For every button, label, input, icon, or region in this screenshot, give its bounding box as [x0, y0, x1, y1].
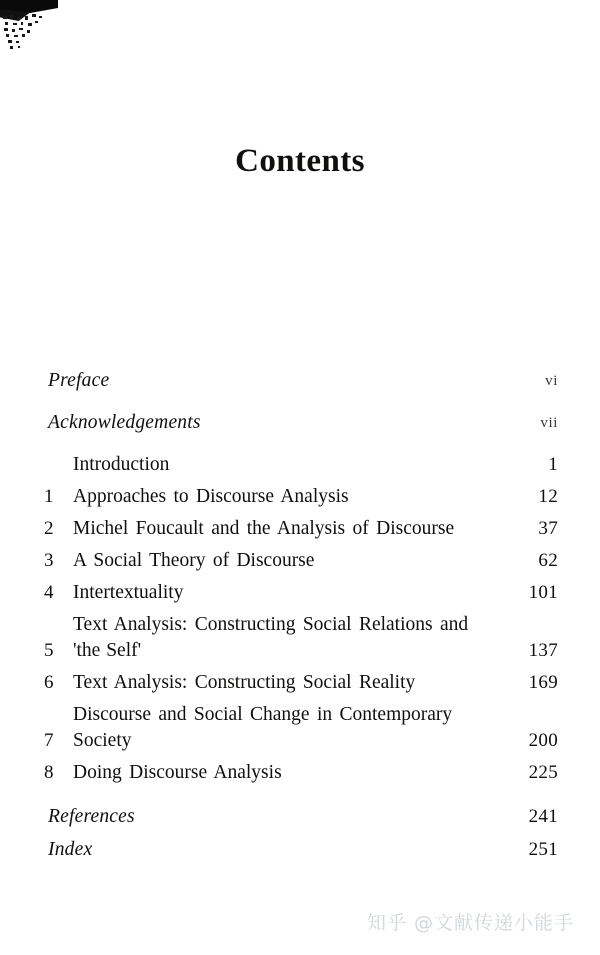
scan-artifact-wedge: [0, 0, 58, 13]
toc-entry-page: 1: [548, 454, 558, 475]
toc-entry-number: 4: [44, 582, 54, 603]
toc-entry-title: Doing Discourse Analysis: [73, 762, 282, 783]
toc-entry-preface[interactable]: [0, 368, 600, 394]
toc-entry-chapter-4[interactable]: [0, 580, 600, 606]
toc-entry-page: 241: [528, 806, 558, 827]
toc-entry-chapter-8[interactable]: [0, 760, 600, 786]
toc-entry-page: 169: [528, 672, 558, 693]
toc-entry-chapter-1[interactable]: [0, 484, 600, 510]
toc-entry-page: 12: [538, 486, 558, 507]
watermark: 知乎 @文献传递小能手: [366, 912, 574, 934]
toc-entry-title: Intertextuality: [73, 582, 184, 603]
toc-entry-page: 200: [528, 730, 558, 751]
table-of-contents: [0, 368, 600, 870]
toc-entry-chapter-6[interactable]: [0, 670, 600, 696]
toc-entry-title: Acknowledgements: [48, 412, 201, 433]
toc-entry-number: 3: [44, 550, 54, 571]
toc-entry-title-line2: 'the Self': [73, 640, 142, 661]
scan-artifact-wedge-secondary: [0, 9, 30, 21]
toc-entry-number: 7: [44, 730, 54, 751]
toc-entry-title: Preface: [48, 370, 110, 391]
toc-entry-title: Michel Foucault and the Analysis of Discourse: [73, 518, 455, 539]
toc-entry-title: References: [48, 806, 135, 827]
toc-entry-title: Introduction: [73, 454, 170, 475]
toc-entry-chapter-2[interactable]: [0, 516, 600, 542]
toc-entry-title: [73, 702, 518, 754]
toc-entry-page: 251: [528, 839, 558, 860]
toc-entry-title: A Social Theory of Discourse: [73, 550, 315, 571]
toc-entry-page: vii: [540, 415, 558, 431]
toc-entry-chapter-5[interactable]: [0, 612, 600, 664]
toc-entry-title: [73, 612, 518, 664]
page-title: Contents: [235, 143, 365, 179]
toc-entry-title-line1: Text Analysis: Constructing Social Relations and: [73, 614, 469, 635]
toc-entry-number: 5: [44, 640, 54, 661]
toc-entry-page: 101: [528, 582, 558, 603]
toc-entry-chapter-7[interactable]: [0, 702, 600, 754]
toc-entry-title: Approaches to Discourse Analysis: [73, 486, 349, 507]
toc-entry-chapter-3[interactable]: [0, 548, 600, 574]
toc-entry-title: Index: [48, 839, 93, 860]
toc-entry-number: 6: [44, 672, 54, 693]
toc-entry-number: 1: [44, 486, 54, 507]
toc-entry-acknowledgements[interactable]: [0, 410, 600, 436]
toc-entry-page: 37: [538, 518, 558, 539]
scan-artifact: [0, 0, 120, 70]
toc-entry-page: 225: [528, 762, 558, 783]
toc-entry-number: 2: [44, 518, 54, 539]
toc-entry-title-line1: Discourse and Social Change in Contemporary: [73, 704, 453, 725]
toc-entry-index[interactable]: [0, 837, 600, 863]
toc-entry-title-line2: Society: [73, 730, 132, 751]
toc-entry-references[interactable]: [0, 804, 600, 830]
toc-entry-title: Text Analysis: Constructing Social Reality: [73, 672, 416, 693]
toc-entry-number: 8: [44, 762, 54, 783]
toc-entry-introduction[interactable]: [0, 452, 600, 478]
toc-entry-page: 62: [538, 550, 558, 571]
toc-entry-page: 137: [528, 640, 558, 661]
toc-entry-page: vi: [545, 373, 558, 389]
